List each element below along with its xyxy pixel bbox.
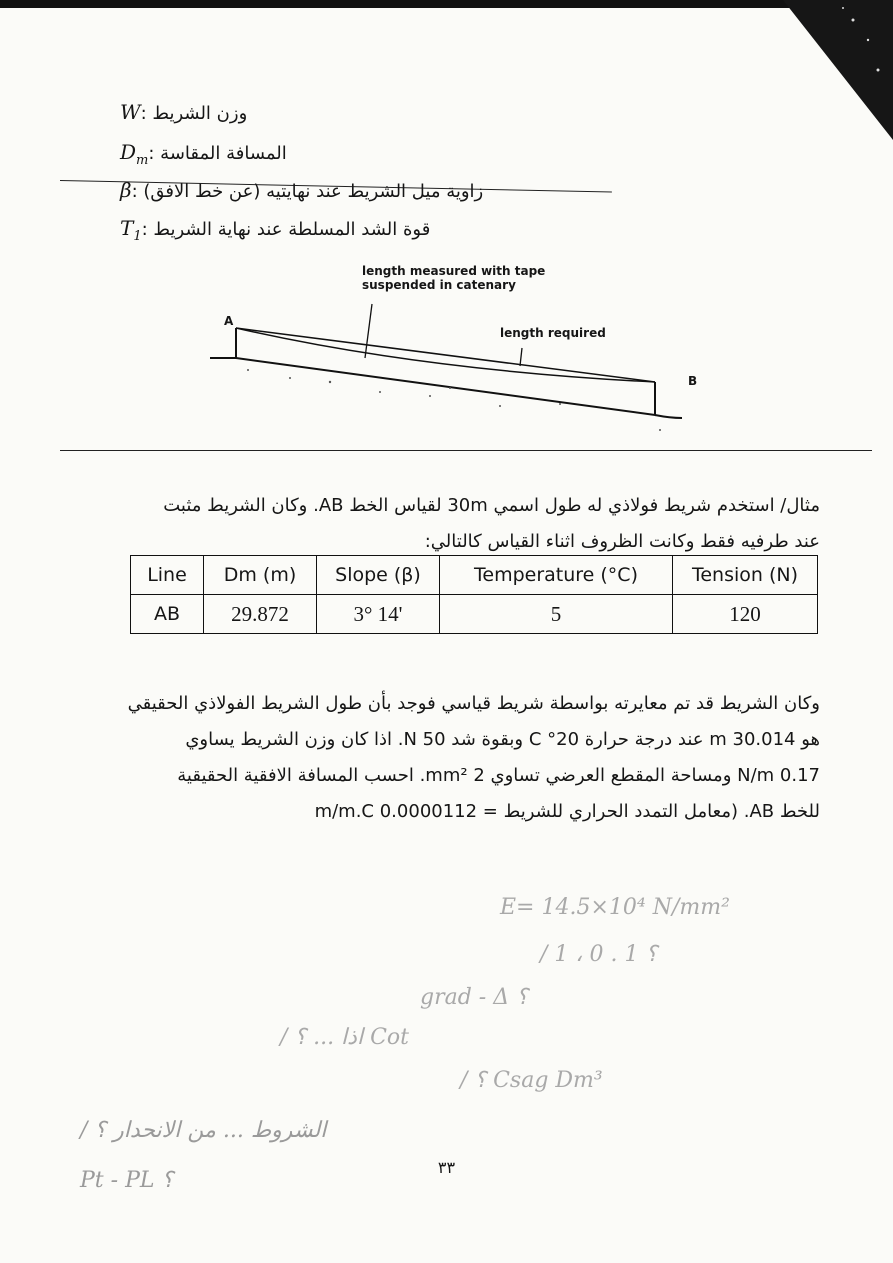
definition-t1: $T_1$: قوة الشد المسلطة عند نهاية الشريط [120, 216, 431, 244]
header-dm: Dm (m) [204, 556, 317, 595]
header-temperature: Temperature (°C) [440, 556, 673, 595]
point-a-label: A [224, 314, 234, 328]
section-divider [60, 450, 872, 451]
label-tape-measured: length measured with tape suspended in catenary [362, 264, 546, 292]
handwritten-note-6: / الشروط ... من الانحدار ؟ [80, 1118, 327, 1143]
definition-beta: β: زاوية ميل الشريط عند نهايتيه (عن خط الافق) [120, 178, 484, 202]
point-b-label: B [688, 374, 698, 388]
label-length-required: length required [500, 326, 606, 340]
cell-slope: 3° 14' [317, 595, 440, 634]
ground-line [210, 328, 682, 418]
handwritten-note-7: Pt - PL ؟ [80, 1168, 174, 1193]
cell-line: AB [131, 595, 204, 634]
table-header-row [131, 556, 818, 595]
catenary-figure [200, 300, 700, 440]
header-line: Line [131, 556, 204, 595]
header-slope: Slope (β) [317, 556, 440, 595]
cell-dm: 29.872 [204, 595, 317, 634]
header-tension: Tension (N) [673, 556, 818, 595]
scan-corner-shadow [733, 0, 893, 160]
table-row [131, 595, 818, 634]
measurement-table [130, 555, 818, 634]
cell-temperature: 5 [440, 595, 673, 634]
example-text: مثال/ استخدم شريط فولاذي له طول اسمي 30m لقياس الخط AB. وكان الشريط مثبت عند طرفيه فقط وكانت الظروف اثناء القياس كالتالي: [163, 495, 820, 552]
page-number: ٣٣ [437, 1158, 456, 1177]
problem-paragraph: وكان الشريط قد تم معايرته بواسطة شريط قياسي فوجد بأن طول الشريط الفولاذي الحقيقي هو 30.014 m عند درجة حرارة 20° C وبقوة شد 50 N. اذا كان وزن الشريط يساوي 0.17 N/m ومساحة المقطع العرضي تساوي 2 mm². احسب المسافة الافقية الحقيقية للخط AB. (معامل التمدد الحراري للشريط = 0.0000112 m/m.C [127, 693, 820, 822]
handwritten-note-5: / ؟ Csag Dm³ [460, 1068, 603, 1093]
definition-w: W: وزن الشريط [120, 100, 248, 124]
definition-dm: $D_m$: المسافة المقاسة [120, 140, 287, 168]
handwritten-note-1: E= 14.5×10⁴ N/mm² [500, 895, 730, 920]
handwritten-note-4: / اذا ... ؟ Cot [280, 1025, 409, 1050]
handwritten-note-3: grad - Δ ؟ [420, 985, 528, 1010]
handwritten-note-2: / 1 ، 0 . 1 ؟ [540, 942, 658, 967]
cell-tension: 120 [673, 595, 818, 634]
